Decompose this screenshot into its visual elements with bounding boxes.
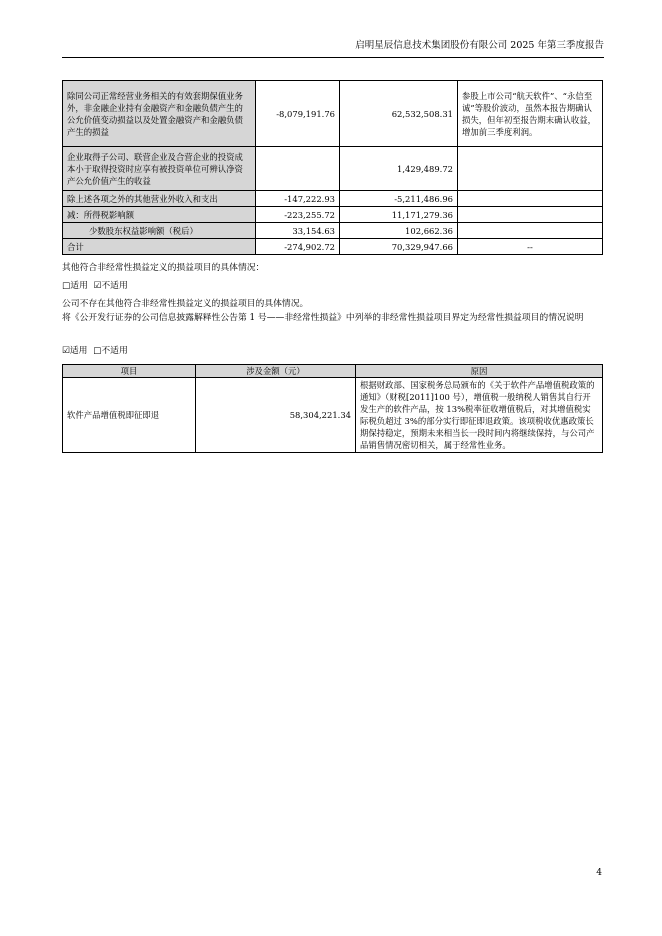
reason-cell: 根据财政部、国家税务总局颁布的《关于软件产品增值税政策的通知》（财税[2011]100 号），增值税一般纳税人销售其自行开发生产的软件产品，按 13%税率征收增值税后，对其增值税实际税负超过 3%的部分实行即征即退政策。该项税收优惠政策长期保持稳定，预期未来相当长一段时间内将继续保持，与公司产品销售情况密切相关，属于经常性业务。 bbox=[356, 378, 603, 453]
reclassified-items-table bbox=[62, 364, 603, 453]
column-header-item: 项目 bbox=[63, 365, 196, 378]
row-note bbox=[458, 207, 603, 223]
row-current-value: 33,154.63 bbox=[256, 223, 340, 239]
row-item-label: 减：所得税影响额 bbox=[63, 207, 256, 223]
table-row bbox=[63, 207, 603, 223]
non-recurring-items-table bbox=[62, 80, 603, 255]
reclassification-description: 将《公开发行证券的公司信息披露解释性公告第 1 号——非经常性损益》中列举的非经常性损益项目界定为经常性损益项目的情况说明 bbox=[62, 313, 584, 323]
item-cell: 软件产品增值税即征即退 bbox=[63, 378, 196, 453]
row-ytd-value: -5,211,486.96 bbox=[340, 191, 458, 207]
other-items-heading: 其他符合非经常性损益定义的损益项目的具体情况： bbox=[62, 263, 265, 273]
table-header-row bbox=[63, 365, 603, 378]
row-current-value: -274,902.72 bbox=[256, 239, 340, 255]
row-item-label: 除同公司正常经营业务相关的有效套期保值业务外，非金融企业持有金融资产和金融负债产生的公允价值变动损益以及处置金融资产和金融负债产生的损益 bbox=[63, 81, 256, 147]
row-ytd-value: 62,532,508.31 bbox=[340, 81, 458, 147]
row-ytd-value: 11,171,279.36 bbox=[340, 207, 458, 223]
table-row bbox=[63, 191, 603, 207]
row-note bbox=[458, 223, 603, 239]
row-current-value: -8,079,191.76 bbox=[256, 81, 340, 147]
checkbox-not-applicable: □不适用 bbox=[93, 346, 128, 356]
table-row bbox=[63, 81, 603, 147]
row-item-label: 合计 bbox=[63, 239, 256, 255]
column-header-amount: 涉及金额（元） bbox=[196, 365, 356, 378]
row-item-label: 除上述各项之外的其他营业外收入和支出 bbox=[63, 191, 256, 207]
page-header: 启明星辰信息技术集团股份有限公司 2025 年第三季度报告 bbox=[62, 40, 604, 58]
table-row bbox=[63, 223, 603, 239]
row-ytd-value: 70,329,947.66 bbox=[340, 239, 458, 255]
row-note bbox=[458, 147, 603, 191]
row-ytd-value: 102,662.36 bbox=[340, 223, 458, 239]
checkbox-applicable: □适用 bbox=[62, 281, 88, 291]
column-header-reason: 原因 bbox=[356, 365, 603, 378]
row-current-value: -147,222.93 bbox=[256, 191, 340, 207]
checkbox-not-applicable: ☑不适用 bbox=[93, 281, 128, 291]
checkbox-applicable: ☑适用 bbox=[62, 346, 88, 356]
row-item-label: 企业取得子公司、联营企业及合营企业的投资成本小于取得投资时应享有被投资单位可辨认净资产公允价值产生的收益 bbox=[63, 147, 256, 191]
table-row bbox=[63, 378, 603, 453]
applicability-checkboxes-1 bbox=[62, 280, 128, 293]
table-row bbox=[63, 147, 603, 191]
row-ytd-value: 1,429,489.72 bbox=[340, 147, 458, 191]
no-other-items-statement: 公司不存在其他符合非经常性损益定义的损益项目的具体情况。 bbox=[62, 299, 309, 309]
amount-cell: 58,304,221.34 bbox=[196, 378, 356, 453]
row-note: 参股上市公司“航天软件”、“永信至诚”等股价波动，虽然本报告期确认损失，但年初至报告期末确认收益，增加前三季度利润。 bbox=[458, 81, 603, 147]
page-number: 4 bbox=[596, 868, 602, 878]
row-current-value bbox=[256, 147, 340, 191]
row-note: -- bbox=[458, 239, 603, 255]
row-note bbox=[458, 191, 603, 207]
row-current-value: -223,255.72 bbox=[256, 207, 340, 223]
row-item-label: 少数股东权益影响额（税后） bbox=[63, 223, 256, 239]
table-row bbox=[63, 239, 603, 255]
applicability-checkboxes-2 bbox=[62, 345, 128, 358]
